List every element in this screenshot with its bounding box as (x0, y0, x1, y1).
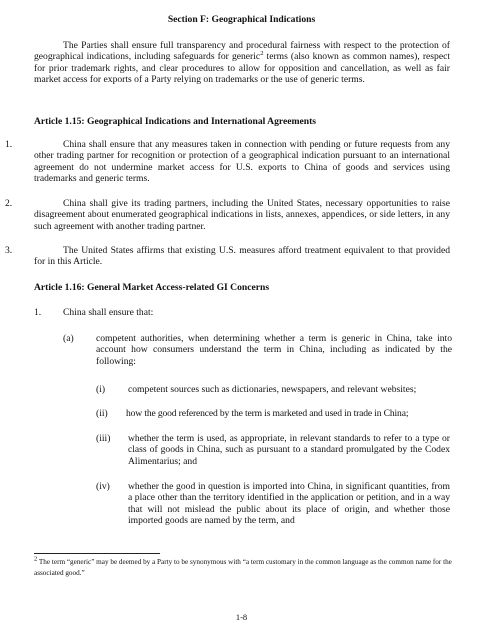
paragraph-number: 2. (5, 198, 13, 209)
item-iii-label: (iii) (96, 433, 111, 444)
intro-paragraph (34, 40, 450, 85)
item-i-text: competent sources such as dictionaries, newspapers, and relevant websites; (128, 384, 417, 395)
item-ii-label: (ii) (96, 408, 108, 419)
footnote-text: The term “generic” may be deemed by a Party to be synonymous with “a term customary in the common language as the common name for the associated good.” (34, 558, 452, 577)
item-iv-label: (iv) (96, 481, 110, 492)
paragraph-number: 3. (5, 245, 13, 256)
item-i-label: (i) (96, 384, 106, 395)
paragraph-text: China shall give its trading partners, including the United States, necessary opportunities to raise disagreement about enumerated geographical indications in lists, annexes, appendices, or side letters, in any such agreement with another trading partner. (34, 198, 450, 232)
footnote-marker: 2 (34, 555, 38, 563)
section-title: Section F: Geographical Indications (167, 14, 316, 25)
page-number: 1-8 (235, 612, 248, 622)
article-1-15-paragraph-3 (5, 245, 450, 268)
item-ii-text: how the good referenced by the term is marketed and used in trade in China; (126, 408, 409, 419)
paragraph-number: 1. (5, 139, 13, 150)
subparagraph-a-label: (a) (63, 333, 74, 344)
intro-text-start: The Parties shall ensure full transparency and procedural fairness with respect to the protection of geographical indications, including safeguards for generic (34, 40, 450, 63)
paragraph-text: China shall ensure that any measures taken in connection with pending or future requests from any other trading partner for recognition or protection of a geographical indication pursuant to an international agreement do not undermine market access for U.S. exports to China of goods and services using trademarks and generic terms. (34, 139, 450, 184)
item-iii-text: whether the term is used, as appropriate, in relevant standards to refer to a type or class of goods in China, such as pursuant to a standard promulgated by the Codex Alimentarius; and (128, 433, 450, 467)
article-1-16-paragraph-1-text: China shall ensure that: (63, 307, 154, 318)
article-1-15-heading: Article 1.15: Geographical Indications and International Agreements (34, 116, 317, 127)
paragraph-text: The United States affirms that existing U.S. measures afford treatment equivalent to that provided for in this Article. (34, 245, 450, 268)
article-1-16-paragraph-1-number: 1. (34, 307, 42, 318)
article-1-16-heading: Article 1.16: General Market Access-related GI Concerns (34, 282, 270, 293)
article-1-15-paragraph-2 (5, 198, 450, 232)
footnote-reference: 2 (260, 50, 264, 58)
intro-text-end: terms (also known as common names), respect for prior trademark rights, and clear procedures to allow for opposition and cancellation, as well as fair market access for exports of a Party relying on trademarks or the use of generic terms. (34, 51, 450, 85)
subparagraph-a-text: competent authorities, when determining whether a term is generic in China, take into account how consumers understand the term in China, including as indicated by the following: (96, 333, 452, 367)
item-iv-text: whether the good in question is imported into China, in significant quantities, from a place other than the territory identified in the application or petition, and in a way that will not mislead the public about its place of origin, and whether those imported goods are named by the term, and (128, 481, 450, 526)
footnote-separator (34, 553, 160, 554)
article-1-15-paragraph-1 (5, 139, 450, 184)
footnote (34, 557, 454, 578)
